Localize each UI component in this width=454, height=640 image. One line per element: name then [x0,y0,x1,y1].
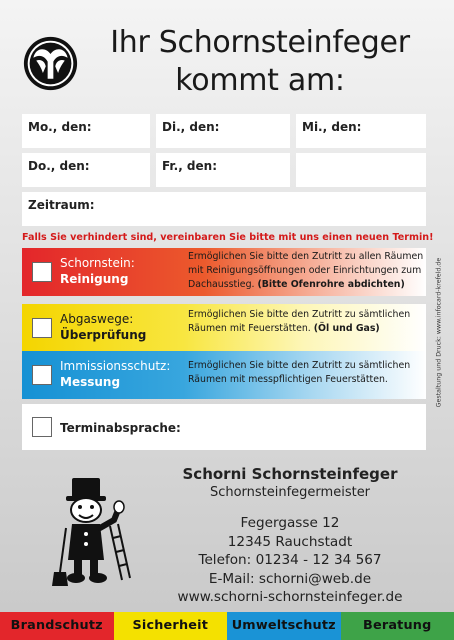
reschedule-notice: Falls Sie verhindert sind, vereinbaren Sie bitte mit uns einen neuen Termin! [22,232,434,243]
company-info [150,464,430,607]
footer-beratung: Beratung [341,612,454,640]
friday-label: Fr., den: [162,159,218,173]
extra-day-field[interactable] [296,153,426,187]
guild-logo-icon [22,35,79,92]
title-line-1: Ihr Schornsteinfeger [110,25,410,60]
company-phone: Telefon: 01234 - 12 34 567 [198,552,382,568]
appointment-label: Terminabsprache: [60,421,181,435]
side-credit-text: Gestaltung und Druck: www.infocard-krefeld.de [435,257,443,408]
monday-label: Mo., den: [28,120,92,134]
service-reinigung [22,248,426,296]
zeitraum-field[interactable] [22,192,426,226]
ueberpruefung-label-line2: Überprüfung [60,328,147,342]
company-city: 12345 Rauchstadt [227,533,353,550]
footer-umweltschutz: Umweltschutz [227,612,341,640]
wednesday-label: Mi., den: [302,120,362,134]
friday-field[interactable] [156,153,290,187]
footer-brandschutz: Brandschutz [0,612,114,640]
tuesday-label: Di., den: [162,120,220,134]
reinigung-label-line2: Reinigung [60,272,129,286]
appointment-row [22,404,426,450]
ueberpruefung-description [188,308,424,336]
company-email[interactable]: E-Mail: schorni@web.de [208,570,372,587]
messung-desc-text: Ermöglichen Sie bitte den Zutritt zu sämtlichen Räumen mit messpflichtigen Feuerstätten. [188,360,411,385]
service-ueberpruefung [22,304,426,352]
company-website[interactable]: www.schorni-schornsteinfeger.de [177,589,403,605]
messung-checkbox[interactable] [32,365,52,385]
thursday-field[interactable] [22,153,150,187]
messung-description [188,359,424,387]
footer-sicherheit: Sicherheit [114,612,228,640]
messung-label-line1: Immissionsschutz: [60,359,171,373]
service-messung [22,351,426,399]
company-street: Fegergasse 12 [240,515,340,531]
reinigung-description [188,250,424,292]
ueberpruefung-label-line1: Abgaswege: [60,312,134,326]
company-name: Schorni Schornsteinfeger [182,465,398,483]
footer-bar [0,612,454,640]
reinigung-label [60,255,135,287]
wednesday-field[interactable] [296,114,426,148]
reinigung-label-line1: Schornstein: [60,256,135,270]
ueberpruefung-label [60,311,146,343]
reinigung-desc-text: Ermöglichen Sie bitte den Zutritt zu allen Räumen mit Reinigungsöffnungen oder Einrichtungen zum Dachausstieg. [188,251,424,290]
ueberpruefung-desc-note: (Öl und Gas) [313,323,380,334]
reinigung-checkbox[interactable] [32,262,52,282]
thursday-label: Do., den: [28,159,90,173]
reinigung-desc-note: (Bitte Ofenrohre abdichten) [257,279,405,290]
ueberpruefung-checkbox[interactable] [32,318,52,338]
ueberpruefung-desc-text: Ermöglichen Sie bitte den Zutritt zu sämtlichen Räumen mit Feuerstätten. [188,309,411,334]
tuesday-field[interactable] [156,114,290,148]
page-title [95,24,425,100]
company-role: Schornsteinfegermeister [209,485,371,500]
messung-label-line2: Messung [60,375,121,389]
appointment-checkbox[interactable] [32,417,52,437]
messung-label [60,358,170,390]
title-line-2: kommt am: [175,63,345,98]
chimney-sweep-mascot-icon [52,476,136,588]
monday-field[interactable] [22,114,150,148]
zeitraum-label: Zeitraum: [28,198,95,212]
side-credit [432,246,446,426]
